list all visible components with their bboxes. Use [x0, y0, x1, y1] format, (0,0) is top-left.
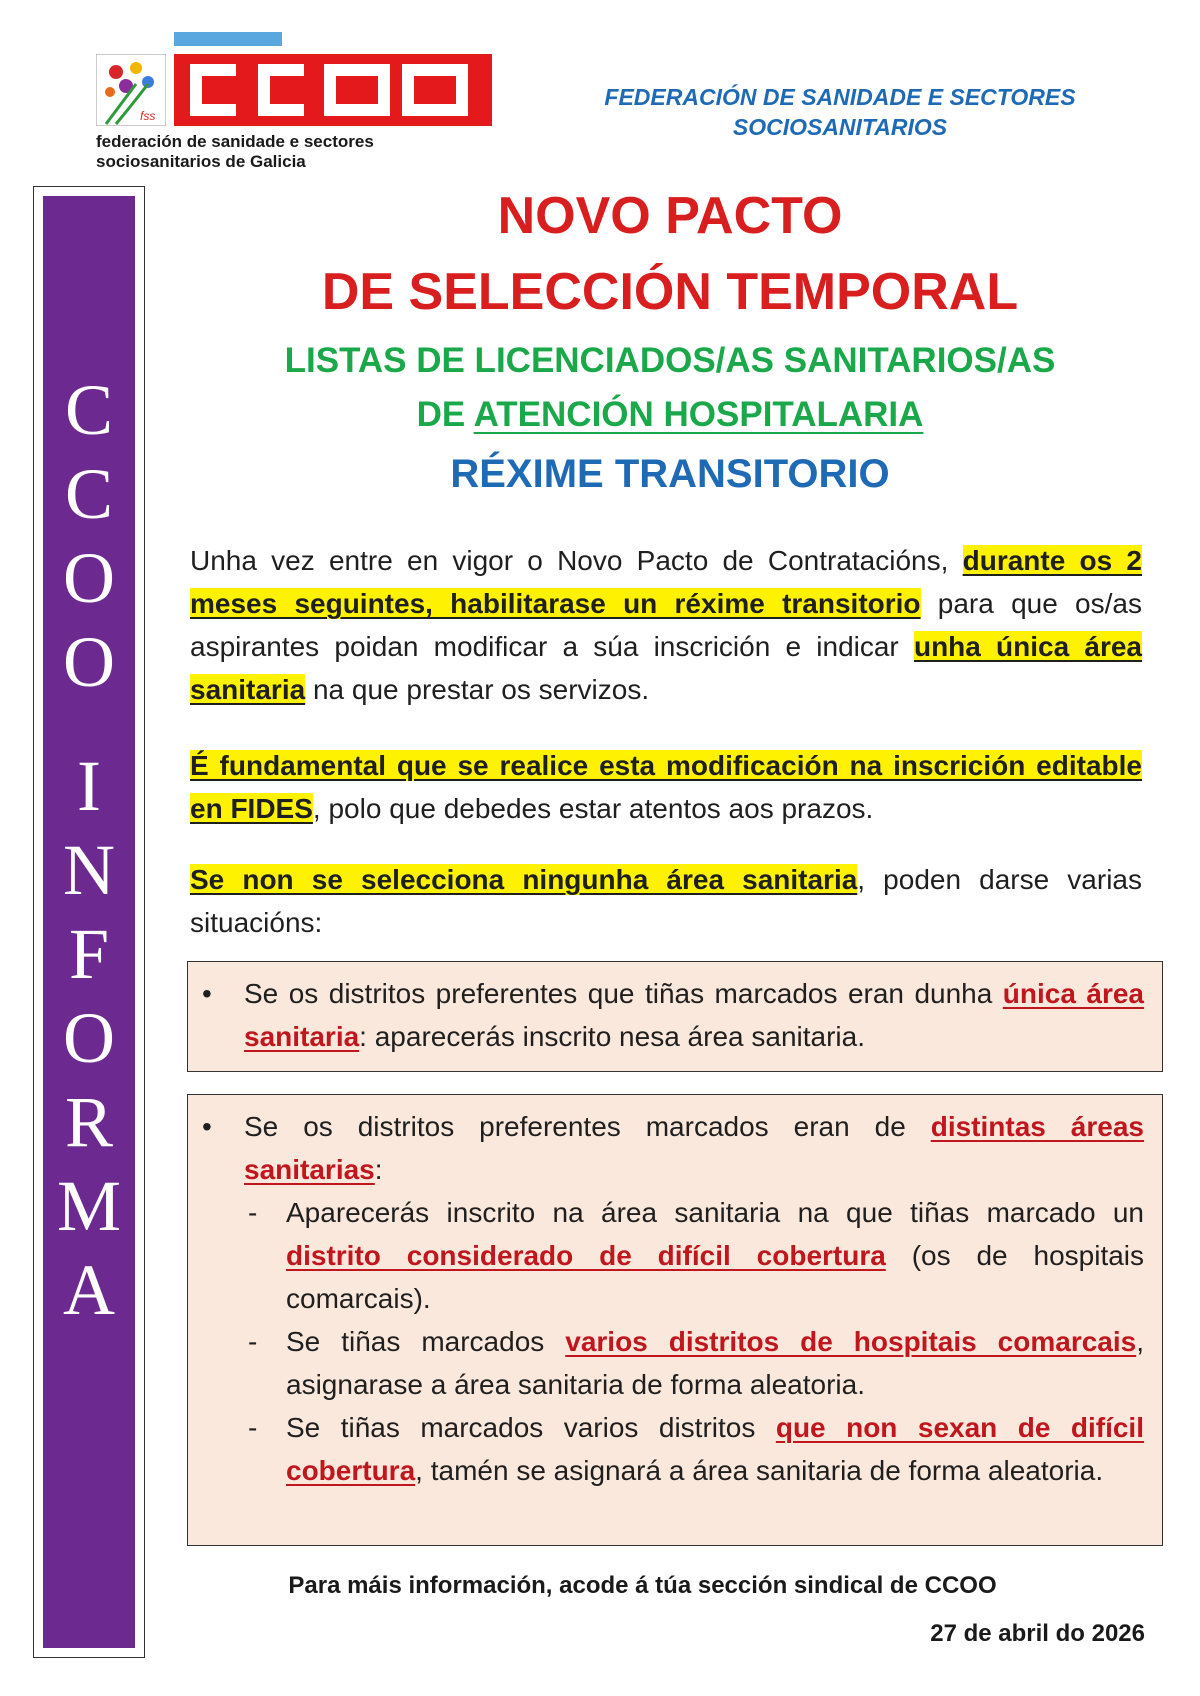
text: Se os distritos preferentes que tiñas marcados eran dunha [244, 978, 1003, 1009]
sidebar-letter: M [56, 1166, 122, 1246]
sidebar-letter: N [63, 830, 115, 910]
subtitle-line2 [190, 388, 1150, 442]
document-date: 27 de abril do 2026 [930, 1620, 1145, 1647]
bullet: • [202, 1111, 212, 1142]
header-line1: FEDERACIÓN DE SANIDADE E SECTORES [604, 84, 1076, 110]
box2-text [244, 1105, 1144, 1191]
highlight-text: É fundamental que se realice esta modificación na inscrición editable en FIDES [190, 750, 1142, 824]
sub-item-not-difficult [286, 1406, 1144, 1492]
text: , polo que debedes estar atentos aos prazos. [312, 793, 874, 824]
subtitle-underlined: ATENCIÓN HOSPITALARIA [473, 395, 924, 434]
dash: - [248, 1412, 258, 1443]
text: (os de hospitais comarcais). [286, 1240, 1145, 1314]
red-emphasis: varios distritos de hospitais comarcais [565, 1326, 1137, 1357]
text: : [374, 1154, 383, 1185]
box1-text [244, 972, 1144, 1058]
dash: - [248, 1197, 258, 1228]
sidebar-letter: O [63, 538, 115, 618]
federation-header [560, 82, 1120, 142]
subtitle-prefix: DE [416, 395, 474, 434]
highlight-text: Se non se selecciona ningunha área sanitaria [190, 864, 858, 895]
sidebar-letter: C [64, 370, 114, 450]
situation-box-single-area [187, 961, 1163, 1072]
text: , poden darse varias situacións: [190, 864, 1142, 938]
flower-icon [96, 54, 166, 126]
ccoo-logo [94, 28, 414, 178]
highlight-text: unha única área sanitaria [190, 631, 1143, 705]
text: Unha vez entre en vigor o Novo Pacto de Contratacións, [190, 545, 963, 576]
text: : aparecerás inscrito nesa área sanitaria. [359, 1021, 865, 1052]
logo-caption [96, 132, 456, 172]
text: Se os distritos preferentes marcados eran de [244, 1111, 931, 1142]
svg-text:fss: fss [140, 109, 156, 123]
ccoo-letters [174, 54, 492, 126]
text: Se tiñas marcados [286, 1326, 566, 1357]
sidebar-letter: R [64, 1082, 114, 1162]
bullet: • [202, 978, 212, 1009]
footer-info: Para máis información, acode á túa sección sindical de CCOO [288, 1572, 997, 1599]
sidebar-ccoo-informa [43, 196, 135, 1648]
paragraph-intro [190, 539, 1142, 711]
header-line2: SOCIOSANITARIOS [732, 114, 948, 140]
subtitle-line1: LISTAS DE LICENCIADOS/AS SANITARIOS/AS [284, 341, 1056, 380]
text: na que prestar os servizos. [305, 674, 650, 705]
logo-caption-line1: federación de sanidade e sectores [96, 132, 374, 151]
page-title-line2: DE SELECCIÓN TEMPORAL [321, 263, 1019, 321]
logo-caption-line2: sociosanitarios de Galicia [96, 152, 306, 171]
paragraph-situations [190, 858, 1142, 944]
text: , tamén se asignará a área sanitaria de forma aleatoria. [415, 1455, 1104, 1486]
page-subtitle [190, 334, 1150, 442]
red-emphasis: distrito considerado de difícil cobertura [286, 1240, 886, 1271]
sidebar-letter: C [64, 454, 114, 534]
highlight-text: durante os 2 meses seguintes, habilitarase un réxime transitorio [190, 545, 1142, 619]
sub-item-difficult-coverage [286, 1191, 1144, 1320]
red-emphasis: distintas áreas sanitarias [244, 1111, 1144, 1185]
sidebar-letter: F [68, 914, 110, 994]
regime-title: RÉXIME TRANSITORIO [450, 452, 890, 496]
sidebar-letters [43, 368, 135, 1332]
paragraph-fides [190, 744, 1142, 830]
red-emphasis: única área sanitaria [244, 978, 1144, 1052]
logo-blue-bar [174, 32, 282, 46]
text: para que os/as aspirantes poidan modificar a súa inscrición e indicar [190, 588, 1142, 662]
sidebar-letter: I [77, 746, 101, 826]
sidebar-letter: O [63, 998, 115, 1078]
situation-box-multiple-areas [187, 1094, 1163, 1546]
sidebar-letter: O [63, 622, 115, 702]
dash: - [248, 1326, 258, 1357]
sidebar-letter: A [63, 1250, 115, 1330]
text: Se tiñas marcados varios distritos [286, 1412, 776, 1443]
text: , asignarase a área sanitaria de forma aleatoria. [286, 1326, 1144, 1400]
red-emphasis: que non sexan de difícil cobertura [286, 1412, 1144, 1486]
sub-item-regional-hospitals [286, 1320, 1144, 1406]
page-title-line1: NOVO PACTO [497, 187, 843, 245]
text: Aparecerás inscrito na área sanitaria na que tiñas marcado un [286, 1197, 1144, 1228]
logo-red-box [174, 54, 492, 126]
